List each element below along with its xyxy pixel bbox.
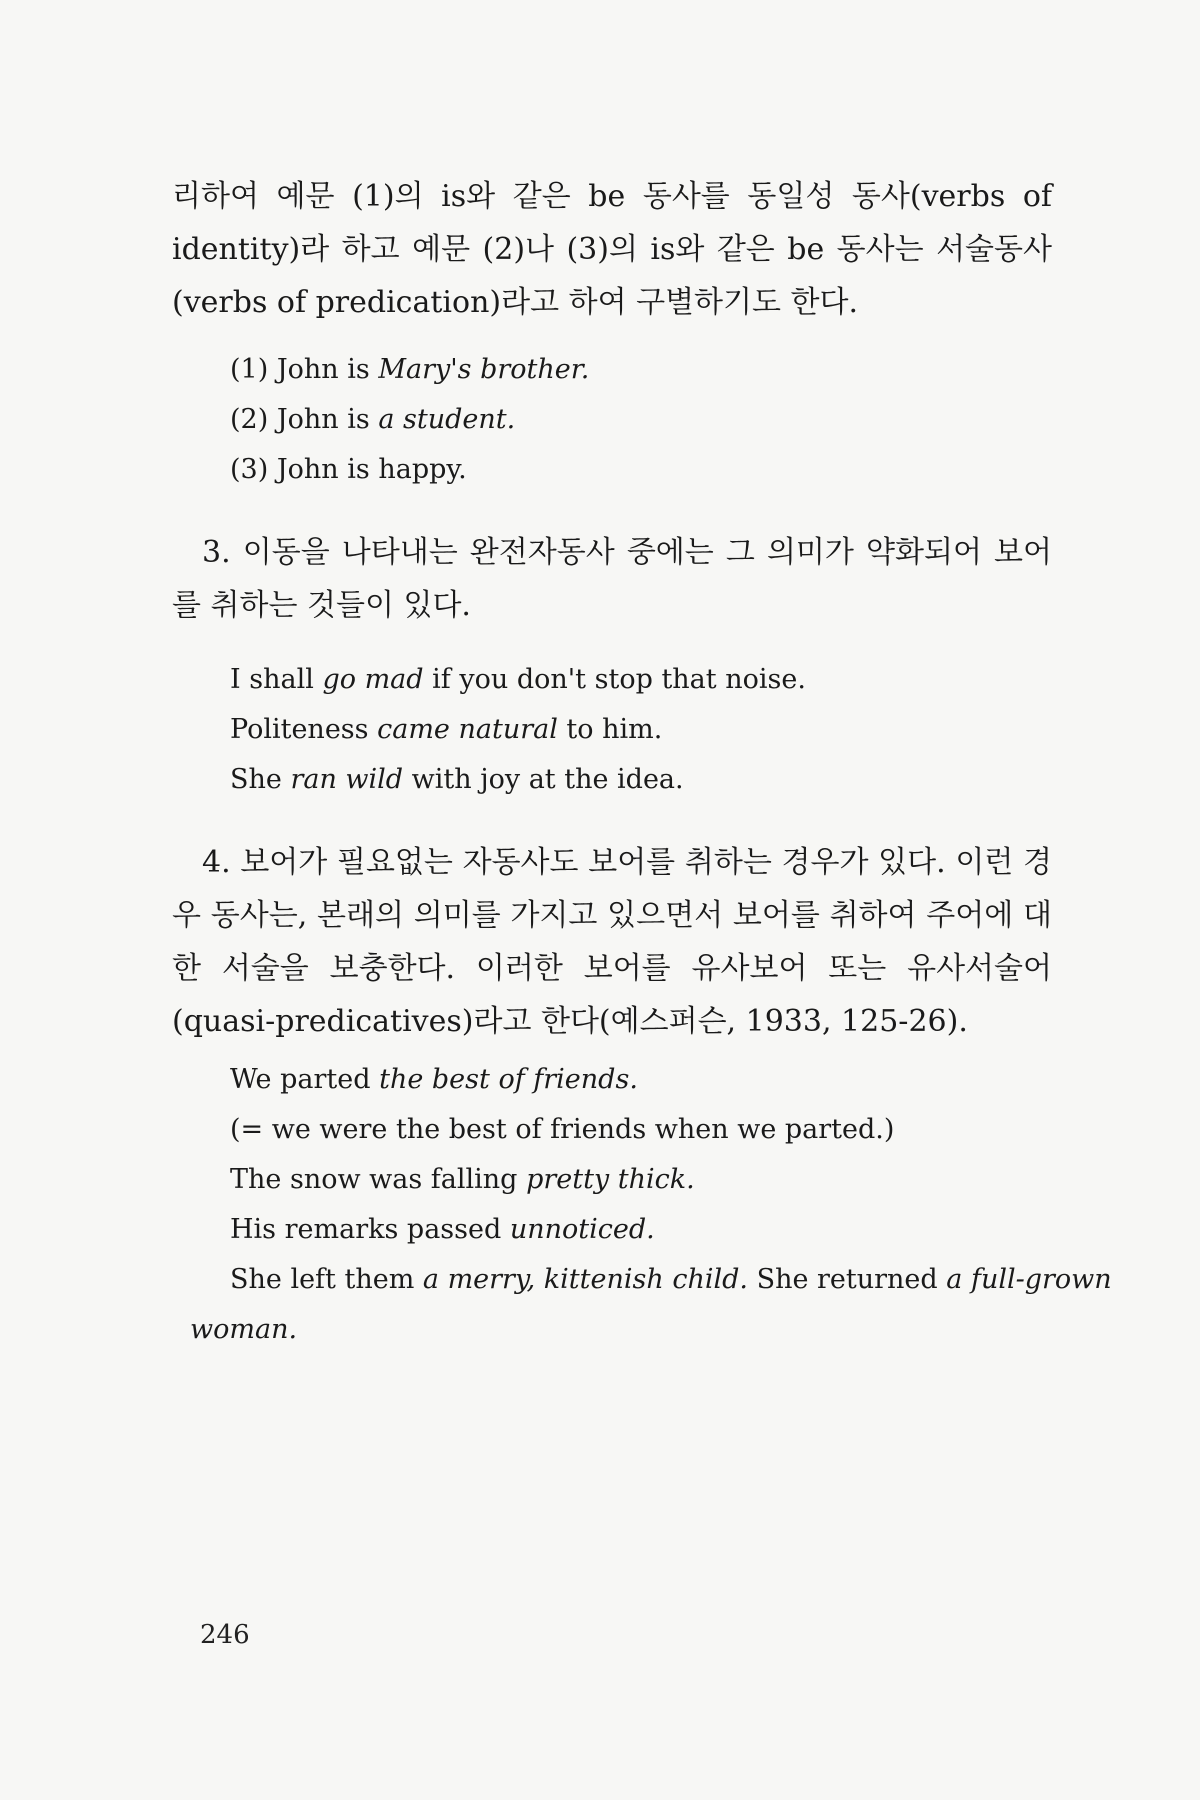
- example-line: We parted the best of friends.: [230, 1064, 638, 1095]
- paragraph-identity-predication: 리하여 예문 (1)의 is와 같은 be 동사를 동일성 동사(verbs of identity)라 하고 예문 (2)나 (3)의 is와 같은 be 동사는 서술동사(verbs of predication)라고 하여 구별하기도 한다.: [172, 179, 1052, 320]
- example-line: Politeness came natural to him.: [230, 714, 663, 745]
- paragraph-section-4: 4. 보어가 필요없는 자동사도 보어를 취하는 경우가 있다. 이런 경우 동사는, 본래의 의미를 가지고 있으면서 보어를 취하여 주어에 대한 서술을 보충한다. 이러한 보어를 유사보어 또는 유사서술어(quasi-predicatives)라고 한다(예스퍼슨, 1933, 125-26).: [172, 845, 1052, 1039]
- page-number: 246: [200, 1620, 250, 1650]
- example-line: I shall go mad if you don't stop that noise.: [230, 664, 806, 695]
- example-line: The snow was falling pretty thick.: [230, 1164, 695, 1195]
- example-list-be-verbs: [230, 345, 1070, 495]
- example-line: His remarks passed unnoticed.: [230, 1214, 655, 1245]
- paragraph-section-3: 3. 이동을 나타내는 완전자동사 중에는 그 의미가 약화되어 보어를 취하는 것들이 있다.: [172, 535, 1052, 623]
- example-line: (= we were the best of friends when we parted.): [230, 1114, 895, 1145]
- example-line: She ran wild with joy at the idea.: [230, 764, 684, 795]
- example-line-continuation: woman.: [190, 1314, 298, 1345]
- example-line: (3) John is happy.: [230, 454, 467, 485]
- example-line: (1) John is Mary's brother.: [230, 354, 590, 385]
- example-list-motion-verbs: [230, 655, 1070, 805]
- example-line: (2) John is a student.: [230, 404, 516, 435]
- example-line: She left them a merry, kittenish child. She returned a full-grown: [230, 1264, 1112, 1295]
- example-list-quasi-predicatives: [190, 1055, 1112, 1355]
